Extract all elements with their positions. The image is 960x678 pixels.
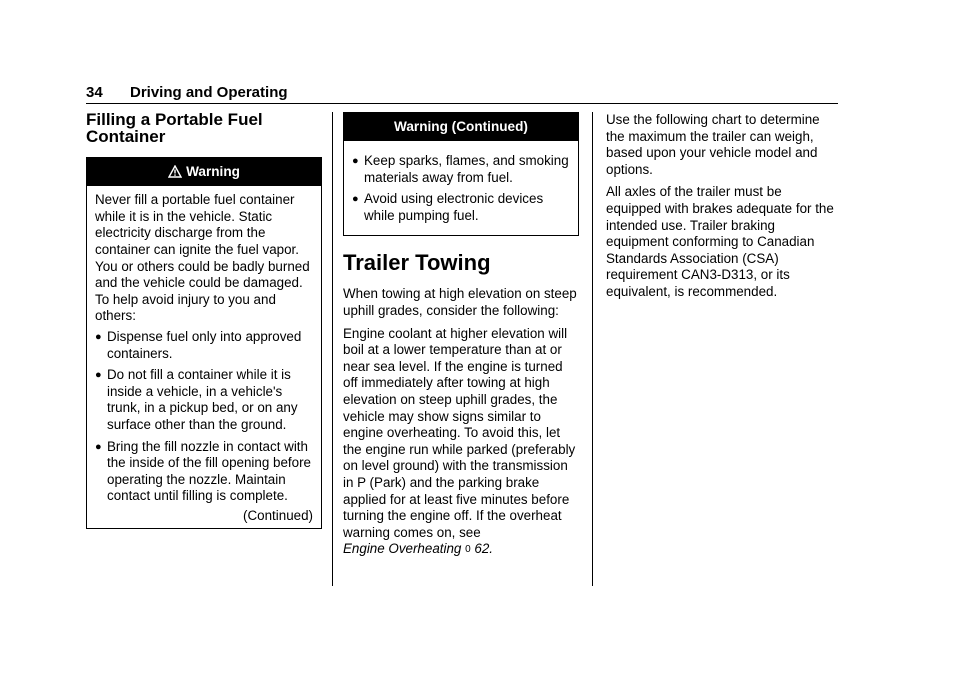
page-reference-arrow-icon: 0 <box>465 544 471 556</box>
warning-bullet-list <box>352 153 570 224</box>
list-item-text: Avoid using electronic devices while pumping fuel. <box>364 191 544 223</box>
continued-label: (Continued) <box>243 507 313 523</box>
paragraph: Use the following chart to determine the maximum the trailer can weigh, based upon your vehicle model and options. <box>606 112 820 177</box>
warning-triangle-icon <box>168 165 182 178</box>
cross-reference-link[interactable]: Engine Overheating <box>343 541 462 557</box>
warning-box-continued <box>343 112 579 236</box>
column-1 <box>86 112 322 529</box>
paragraph <box>343 326 579 559</box>
column-2 <box>343 112 579 565</box>
bullet-icon: ● <box>352 193 359 206</box>
bullet-icon: ● <box>95 330 102 343</box>
list-item-text: Keep sparks, flames, and smoking materials away from fuel. <box>364 153 569 185</box>
paragraph-text: Engine coolant at higher elevation will boil at a lower temperature than at or near sea level. If the engine is turned off immediately after towing at high elevation on steep uphill grades, the vehicle may show signs similar to engine overheating. To avoid this, let the engine run while parked (preferably on level ground) with the transmission in P (Park) and the parking brake applied for at least five minutes before turning the engine off. If the overheat warning comes on, see <box>343 325 576 540</box>
column-divider <box>592 112 593 586</box>
list-item <box>352 191 570 224</box>
section-heading: Trailer Towing <box>343 250 491 276</box>
section-title: Driving and Operating <box>130 84 288 101</box>
list-item <box>95 367 313 433</box>
paragraph: When towing at high elevation on steep uphill grades, consider the following: <box>343 286 577 318</box>
list-item-text: Do not fill a container while it is inside a vehicle, in a vehicle's trunk, in a pickup bed, or on any surface other than the ground. <box>107 367 298 432</box>
page-number: 34 <box>86 84 103 101</box>
header-rule <box>86 103 838 104</box>
bullet-icon: ● <box>95 440 102 453</box>
list-item <box>95 329 313 362</box>
warning-title <box>87 158 321 186</box>
list-item <box>95 439 313 505</box>
page-header <box>86 84 838 104</box>
warning-title: Warning (Continued) <box>344 113 578 141</box>
list-item-text: Bring the fill nozzle in contact with the inside of the fill opening before operating the nozzle. Maintain contact until filling is complete. <box>107 438 311 504</box>
warning-body <box>344 141 578 235</box>
list-item-text: Dispense fuel only into approved containers. <box>107 328 302 361</box>
warning-bullet-list <box>95 329 313 505</box>
warning-title-label: Warning <box>186 164 240 180</box>
warning-box <box>86 157 322 529</box>
bullet-icon: ● <box>352 155 359 167</box>
column-3 <box>606 112 838 307</box>
warning-intro: Never fill a portable fuel container while it is in the vehicle. Static electricity discharge from the container can ignite the fuel vapor. You or others could be badly burned and the vehicle could be damaged. To help avoid injury to you and others: <box>95 192 310 324</box>
subsection-heading: Filling a Portable Fuel Container <box>86 110 263 146</box>
bullet-icon: ● <box>95 369 102 382</box>
column-divider <box>332 112 333 586</box>
cross-reference-page[interactable]: 62. <box>474 541 494 557</box>
warning-body <box>87 186 321 528</box>
list-item <box>352 153 570 186</box>
paragraph: All axles of the trailer must be equipped with brakes adequate for the intended use. Trailer braking equipment conforming to Canadian Standards Association (CSA) requirement CAN3-D313, or its equivalent, is recommended. <box>606 184 834 299</box>
